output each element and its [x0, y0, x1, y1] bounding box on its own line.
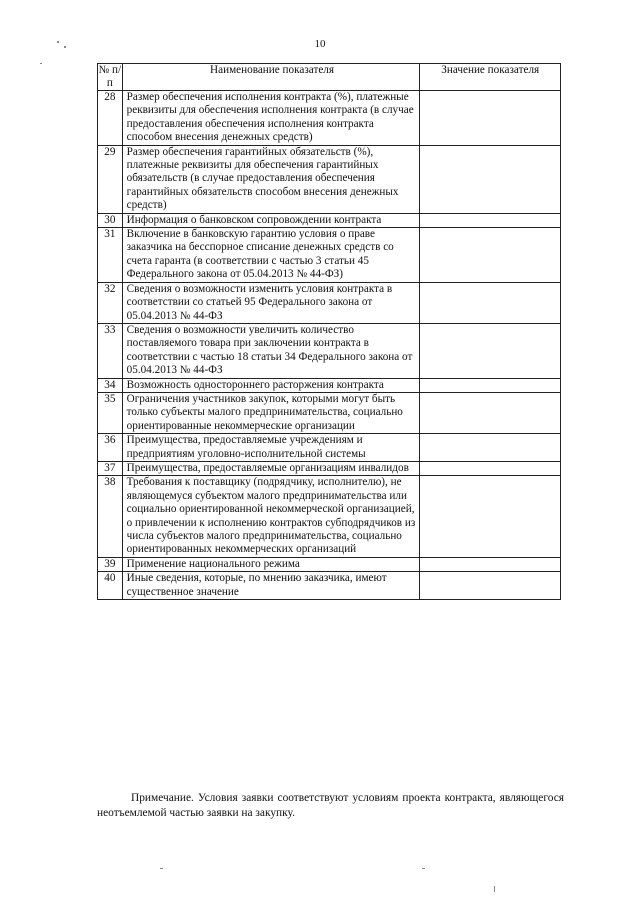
table-header-row — [98, 64, 561, 91]
table-row — [98, 572, 561, 600]
row-indicator-value[interactable] — [420, 91, 561, 146]
row-number: 30 — [98, 213, 123, 227]
row-indicator-value[interactable] — [420, 228, 561, 283]
footnote-text: Примечание. Условия заявки соответствуют условиям проекта контракта, являющегося неотъемлемой частью заявки на закупку. — [97, 792, 564, 819]
scan-speck — [64, 46, 66, 48]
row-number: 29 — [98, 145, 123, 213]
row-indicator-value[interactable] — [420, 392, 561, 433]
row-indicator-value[interactable] — [420, 213, 561, 227]
scan-speck — [494, 886, 495, 892]
header-number: № п/п — [98, 64, 122, 89]
row-number: 32 — [98, 282, 123, 323]
row-number: 40 — [98, 572, 123, 600]
row-indicator-name: Преимущества, предоставляемые учреждениям и предприятиям уголовно-исполнительной системы — [122, 434, 420, 462]
row-number: 33 — [98, 323, 123, 378]
row-indicator-value[interactable] — [420, 434, 561, 462]
row-indicator-name: Размер обеспечения исполнения контракта (%), платежные реквизиты для обеспечения исполнения контракта (в случае предоставления обеспечения исполнения контракта способом внесения денежных средств) — [122, 91, 420, 146]
row-indicator-name: Возможность одностороннего расторжения контракта — [122, 378, 420, 392]
table-row — [98, 392, 561, 433]
row-indicator-value[interactable] — [420, 461, 561, 475]
row-indicator-name: Преимущества, предоставляемые организациям инвалидов — [122, 461, 420, 475]
row-indicator-value[interactable] — [420, 145, 561, 213]
header-name: Наименование показателя — [122, 64, 420, 91]
table-row — [98, 461, 561, 475]
table-row — [98, 434, 561, 462]
row-indicator-name: Иные сведения, которые, по мнению заказчика, имеют существенное значение — [122, 572, 420, 600]
table-row — [98, 145, 561, 213]
row-indicator-name: Информация о банковском сопровождении контракта — [122, 213, 420, 227]
scan-speck — [57, 41, 59, 43]
row-number: 39 — [98, 557, 123, 571]
row-indicator-name: Включение в банковскую гарантию условия о праве заказчика на бесспорное списание денежных средств со счета гаранта (в соответствии с частью 3 статьи 45 Федерального закона от 05.04.2013 № 44-ФЗ) — [122, 228, 420, 283]
row-indicator-value[interactable] — [420, 323, 561, 378]
indicators-table — [97, 63, 561, 600]
row-indicator-value[interactable] — [420, 378, 561, 392]
footnote — [97, 791, 564, 820]
scan-speck — [160, 868, 163, 869]
row-indicator-name: Ограничения участников закупок, которыми могут быть только субъекты малого предпринимательства, социально ориентированные некоммерческие организации — [122, 392, 420, 433]
row-indicator-value[interactable] — [420, 557, 561, 571]
scan-speck — [40, 63, 42, 64]
row-indicator-name: Применение национального режима — [122, 557, 420, 571]
table-row — [98, 476, 561, 557]
row-indicator-value[interactable] — [420, 282, 561, 323]
row-indicator-name: Размер обеспечения гарантийных обязательств (%), платежные реквизиты для обеспечения гарантийных обязательств (в случае предоставления обеспечения гарантийных обязательств способом внесения денежных средств) — [122, 145, 420, 213]
row-indicator-value[interactable] — [420, 476, 561, 557]
table-row — [98, 557, 561, 571]
page-number: 10 — [314, 38, 326, 50]
table-row — [98, 282, 561, 323]
row-indicator-value[interactable] — [420, 572, 561, 600]
table-row — [98, 91, 561, 146]
row-number: 35 — [98, 392, 123, 433]
row-number: 31 — [98, 228, 123, 283]
row-number: 28 — [98, 91, 123, 146]
table-row — [98, 228, 561, 283]
row-number: 34 — [98, 378, 123, 392]
table-row — [98, 213, 561, 227]
table-row — [98, 323, 561, 378]
row-indicator-name: Сведения о возможности увеличить количество поставляемого товара при заключении контракта в соответствии с частью 18 статьи 34 Федерального закона от 05.04.2013 № 44-ФЗ — [122, 323, 420, 378]
header-value: Значение показателя — [420, 64, 561, 91]
table-row — [98, 378, 561, 392]
row-number: 37 — [98, 461, 123, 475]
row-indicator-name: Требования к поставщику (подрядчику, исполнителю), не являющемуся субъектом малого предпринимательства или социально ориентированной некоммерческой организацией, о привлечении к исполнению контрактов субподрядчиков из числа субъектов малого предпринимательства, социально ориентированных некоммерческих организаций — [122, 476, 420, 557]
row-number: 36 — [98, 434, 123, 462]
row-number: 38 — [98, 476, 123, 557]
scan-speck — [422, 868, 425, 869]
row-indicator-name: Сведения о возможности изменить условия контракта в соответствии со статьей 95 Федерального закона от 05.04.2013 № 44-ФЗ — [122, 282, 420, 323]
